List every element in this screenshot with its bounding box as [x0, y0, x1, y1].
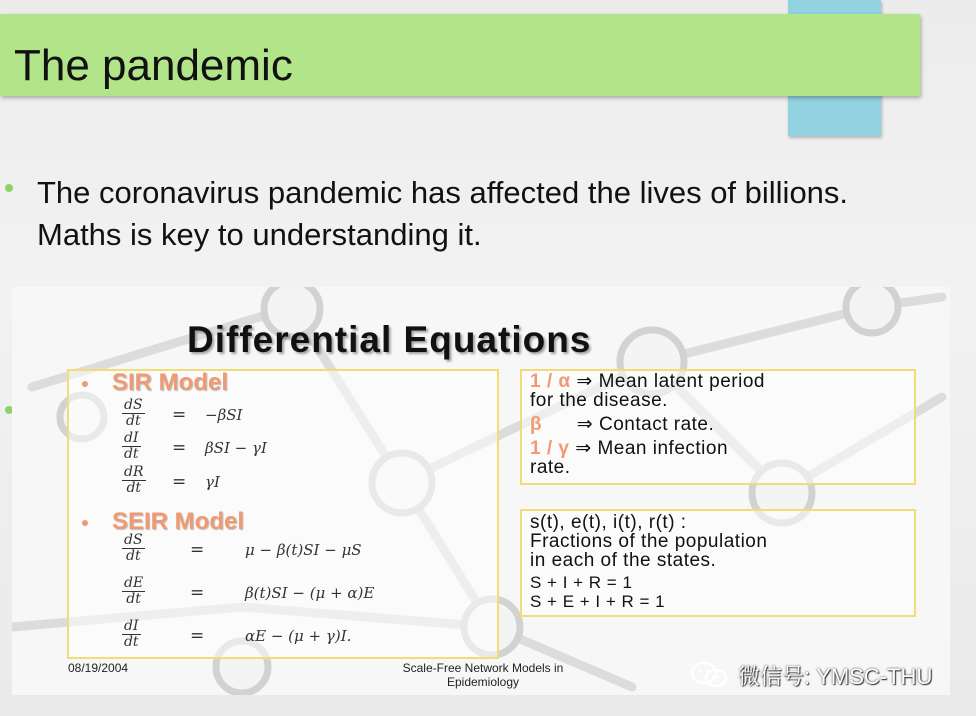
seir-eq2-rhs: β(t)SI − (μ + α)E	[245, 584, 375, 602]
param-line-5: rate.	[530, 457, 571, 478]
equals-sign: =	[190, 583, 205, 603]
seir-eq2-lhs: $\frac{dE}{dt}$	[124, 575, 144, 607]
wechat-icon	[690, 661, 730, 689]
title-band	[0, 14, 920, 96]
sir-eq2-rhs: βSI − γI	[205, 439, 267, 457]
sir-eq3-lhs: $\frac{dR}{dt}$	[124, 464, 144, 496]
states-line-5: S + E + I + R = 1	[530, 592, 666, 611]
seir-eq3-rhs: αE − (μ + γ)I.	[245, 627, 352, 645]
seir-eq1-lhs: $\frac{dS}{dt}$	[124, 532, 143, 564]
equals-sign: =	[172, 438, 187, 458]
states-line-4: S + I + R = 1	[530, 573, 633, 592]
seir-model-label: SEIR Model	[112, 508, 245, 535]
sir-model-label: SIR Model	[112, 369, 229, 396]
bullet-line-2: Maths is key to understanding it.	[37, 217, 482, 252]
param-line-2: for the disease.	[530, 390, 668, 411]
sir-bullet	[82, 381, 88, 387]
seir-eq1-rhs: μ − β(t)SI − μS	[245, 541, 362, 559]
param-line-3: β ⇒ Contact rate.	[530, 414, 715, 435]
sir-eq1-lhs: $\frac{dS}{dt}$	[124, 397, 143, 429]
sir-eq3-rhs: γI	[205, 473, 220, 491]
differential-equations-figure	[12, 287, 950, 695]
seir-bullet	[82, 520, 88, 526]
slide-title: The pandemic	[14, 41, 293, 90]
states-line-1: s(t), e(t), i(t), r(t) :	[530, 512, 687, 533]
bullet-dot	[5, 184, 13, 192]
bullet-text	[37, 172, 967, 256]
bullet-line-1: The coronavirus pandemic has affected the lives of billions.	[37, 175, 849, 210]
param-line-4: 1 / γ ⇒ Mean infection	[530, 438, 729, 459]
param-line-1: 1 / α ⇒ Mean latent period	[530, 371, 765, 392]
states-line-2: Fractions of the population	[530, 531, 768, 552]
wechat-watermark	[690, 660, 932, 690]
equals-sign: =	[190, 540, 205, 560]
seir-eq3-lhs: $\frac{dI}{dt}$	[123, 618, 139, 650]
sir-eq2-lhs: $\frac{dI}{dt}$	[123, 430, 139, 462]
footer-date: 08/19/2004	[68, 661, 129, 675]
equals-sign: =	[190, 626, 205, 646]
equals-sign: =	[172, 405, 187, 425]
footer-title: Scale-Free Network Models in Epidemiology	[402, 661, 564, 689]
sir-eq1-rhs: −βSI	[205, 406, 243, 424]
states-line-3: in each of the states.	[530, 550, 717, 571]
equals-sign: =	[172, 472, 187, 492]
wechat-id-text: 微信号: YMSC-THU	[738, 663, 933, 689]
figure-heading: Differential Equations	[187, 319, 592, 360]
